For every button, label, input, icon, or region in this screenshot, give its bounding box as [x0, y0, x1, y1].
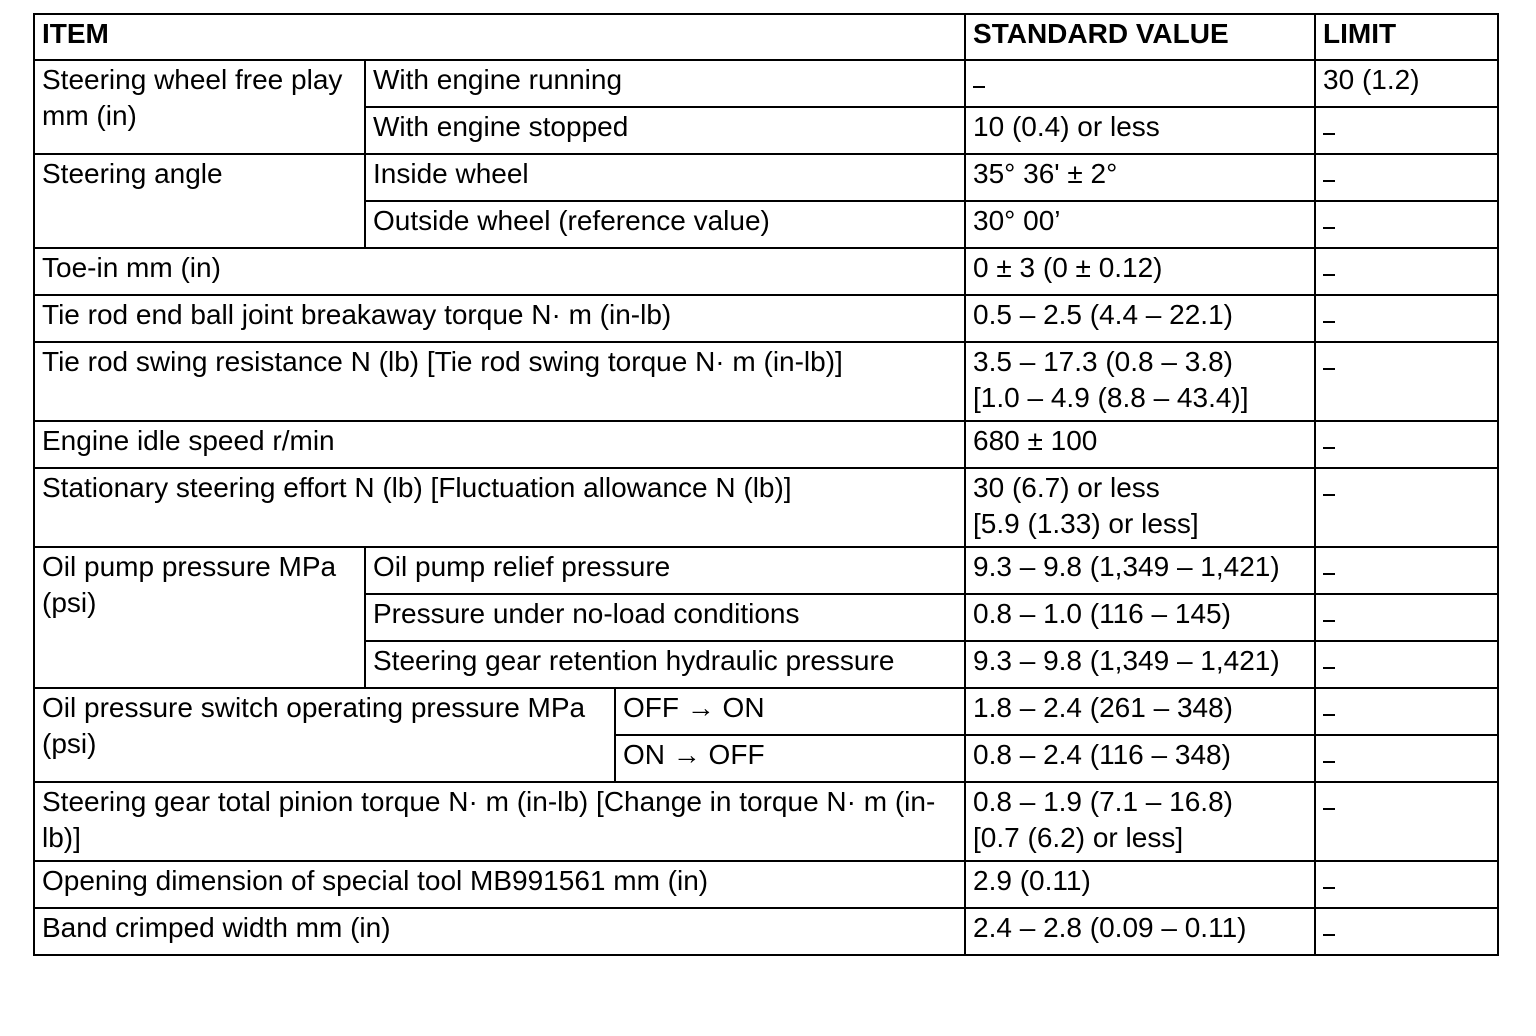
standard-value-cell: 680 ± 100	[965, 421, 1315, 468]
standard-value-cell: 2.9 (0.11)	[965, 861, 1315, 908]
limit-cell: 30 (1.2)	[1315, 60, 1498, 107]
limit-cell	[1315, 547, 1498, 594]
sub-item-outside-wheel: Outside wheel (reference value)	[365, 201, 965, 248]
limit-cell	[1315, 295, 1498, 342]
standard-value-cell	[965, 782, 1315, 861]
item-tie-rod-breakaway: Tie rod end ball joint breakaway torque N· m (in-lb)	[34, 295, 965, 342]
dash-mark	[1323, 620, 1335, 622]
item-oil-pump-pressure: Oil pump pressure MPa (psi)	[34, 547, 365, 688]
limit-cell	[1315, 782, 1498, 861]
table-row	[34, 468, 1498, 547]
standard-value-cell: 0.5 – 2.5 (4.4 – 22.1)	[965, 295, 1315, 342]
limit-cell	[1315, 908, 1498, 955]
item-toe-in: Toe-in mm (in)	[34, 248, 965, 295]
standard-value-cell: 10 (0.4) or less	[965, 107, 1315, 154]
limit-cell	[1315, 688, 1498, 735]
standard-value-line: 0.8 – 1.9 (7.1 – 16.8)	[973, 786, 1233, 817]
standard-value-line: 30 (6.7) or less	[973, 472, 1160, 503]
sub-item-engine-running: With engine running	[365, 60, 965, 107]
dash-mark	[1323, 494, 1335, 496]
limit-cell	[1315, 641, 1498, 688]
item-band-crimped-width: Band crimped width mm (in)	[34, 908, 965, 955]
sub-item-no-load-pressure: Pressure under no-load conditions	[365, 594, 965, 641]
standard-value-cell: 35° 36' ± 2°	[965, 154, 1315, 201]
limit-cell	[1315, 248, 1498, 295]
header-item: ITEM	[34, 14, 965, 60]
standard-value-cell: 30° 00’	[965, 201, 1315, 248]
standard-value-cell: 2.4 – 2.8 (0.09 – 0.11)	[965, 908, 1315, 955]
standard-value-cell: 0.8 – 1.0 (116 – 145)	[965, 594, 1315, 641]
table-row	[34, 154, 1498, 201]
table-row	[34, 342, 1498, 421]
table-row	[34, 295, 1498, 342]
dash-mark	[1323, 274, 1335, 276]
table-row	[34, 908, 1498, 955]
limit-cell	[1315, 421, 1498, 468]
sub-item-retention-pressure: Steering gear retention hydraulic pressure	[365, 641, 965, 688]
table-row	[34, 547, 1498, 594]
table-row	[34, 421, 1498, 468]
limit-cell	[1315, 342, 1498, 421]
dash-mark	[1323, 573, 1335, 575]
table-row	[34, 861, 1498, 908]
dash-mark	[1323, 667, 1335, 669]
item-oil-pressure-switch: Oil pressure switch operating pressure MPa (psi)	[34, 688, 615, 782]
item-special-tool: Opening dimension of special tool MB991561 mm (in)	[34, 861, 965, 908]
limit-cell	[1315, 154, 1498, 201]
item-pinion-torque: Steering gear total pinion torque N· m (in-lb) [Change in torque N· m (in-lb)]	[34, 782, 965, 861]
dash-mark	[1323, 761, 1335, 763]
sub-item-engine-stopped: With engine stopped	[365, 107, 965, 154]
standard-value-cell: 9.3 – 9.8 (1,349 – 1,421)	[965, 547, 1315, 594]
item-steering-wheel-free-play: Steering wheel free play mm (in)	[34, 60, 365, 154]
standard-value-cell: 1.8 – 2.4 (261 – 348)	[965, 688, 1315, 735]
header-standard-value: STANDARD VALUE	[965, 14, 1315, 60]
standard-value-line: [1.0 – 4.9 (8.8 – 43.4)]	[973, 382, 1249, 413]
item-steering-angle: Steering angle	[34, 154, 365, 248]
item-engine-idle-speed: Engine idle speed r/min	[34, 421, 965, 468]
sub-item-off-on: OFF → ON	[615, 688, 965, 735]
dash-mark	[1323, 180, 1335, 182]
dash-mark	[1323, 934, 1335, 936]
standard-value-cell	[965, 60, 1315, 107]
standard-value-cell: 0 ± 3 (0 ± 0.12)	[965, 248, 1315, 295]
table-row	[34, 688, 1498, 735]
limit-cell	[1315, 861, 1498, 908]
limit-cell	[1315, 735, 1498, 782]
header-row	[34, 14, 1498, 60]
limit-cell	[1315, 594, 1498, 641]
dash-mark	[1323, 714, 1335, 716]
standard-value-cell: 0.8 – 2.4 (116 – 348)	[965, 735, 1315, 782]
standard-value-line: 3.5 – 17.3 (0.8 – 3.8)	[973, 346, 1233, 377]
standard-value-cell	[965, 342, 1315, 421]
limit-cell	[1315, 468, 1498, 547]
limit-cell	[1315, 201, 1498, 248]
dash-mark	[1323, 321, 1335, 323]
header-limit: LIMIT	[1315, 14, 1498, 60]
sub-item-inside-wheel: Inside wheel	[365, 154, 965, 201]
dash-mark	[973, 86, 985, 88]
item-tie-rod-swing: Tie rod swing resistance N (lb) [Tie rod swing torque N· m (in-lb)]	[34, 342, 965, 421]
limit-cell	[1315, 107, 1498, 154]
specifications-table	[33, 13, 1499, 956]
dash-mark	[1323, 887, 1335, 889]
table-row	[34, 248, 1498, 295]
dash-mark	[1323, 133, 1335, 135]
standard-value-cell: 9.3 – 9.8 (1,349 – 1,421)	[965, 641, 1315, 688]
dash-mark	[1323, 368, 1335, 370]
table-row	[34, 782, 1498, 861]
item-steering-effort: Stationary steering effort N (lb) [Fluctuation allowance N (lb)]	[34, 468, 965, 547]
table-row	[34, 60, 1498, 107]
standard-value-cell	[965, 468, 1315, 547]
sub-item-on-off: ON → OFF	[615, 735, 965, 782]
dash-mark	[1323, 808, 1335, 810]
standard-value-line: [5.9 (1.33) or less]	[973, 508, 1199, 539]
standard-value-line: [0.7 (6.2) or less]	[973, 822, 1184, 853]
sub-item-relief-pressure: Oil pump relief pressure	[365, 547, 965, 594]
dash-mark	[1323, 227, 1335, 229]
dash-mark	[1323, 447, 1335, 449]
